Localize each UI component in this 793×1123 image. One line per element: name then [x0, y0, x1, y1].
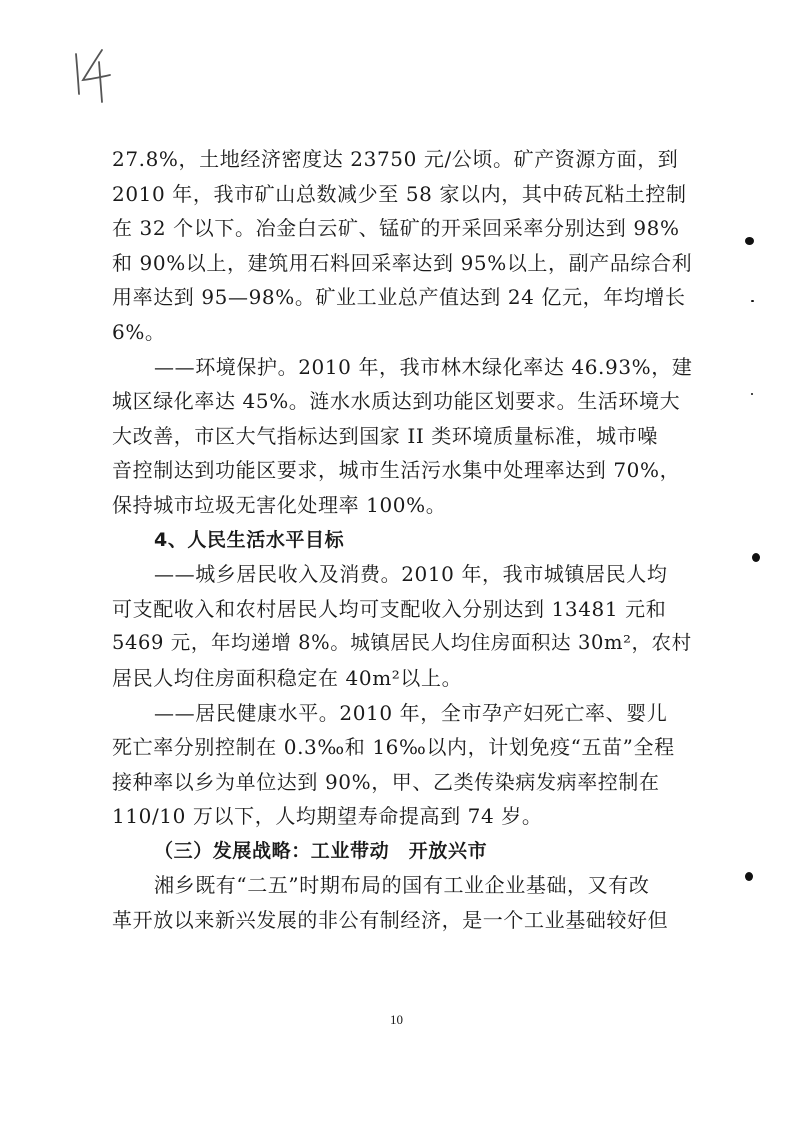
text-line: 27.8%，土地经济密度达 23750 元/公顷。矿产资源方面，到 — [112, 147, 679, 171]
scan-speck — [751, 300, 754, 302]
text-line: 音控制达到功能区要求，城市生活污水集中处理率达到 70%， — [112, 458, 681, 483]
text-line: 用率达到 95—98%。矿业工业总产值达到 24 亿元，年均增长 — [112, 285, 686, 310]
text-line: ——环境保护。2010 年，我市林木绿化率达 46.93%，建 — [154, 354, 693, 379]
text-line: 大改善，市区大气指标达到国家 II 类环境质量标准，城市噪 — [112, 423, 658, 448]
scan-speck — [745, 872, 753, 881]
text-line: 可支配收入和农村居民人均可支配收入分别达到 13481 元和 — [112, 596, 667, 621]
text-line: 110/10 万以下，人均期望寿命提高到 74 岁。 — [112, 804, 543, 829]
scan-speck — [745, 237, 754, 245]
text-line: 死亡率分别控制在 0.3‰和 16‰以内，计划免疫“五苗”全程 — [112, 735, 675, 760]
body-text — [112, 142, 692, 938]
text-line: 5469 元，年均递增 8%。城镇居民人均住房面积达 30m²，农村 — [112, 631, 692, 655]
scan-speck — [751, 393, 753, 395]
text-line: ——居民健康水平。2010 年，全市孕产妇死亡率、婴儿 — [154, 700, 668, 725]
section-heading: 4、人民生活水平目标 — [154, 528, 345, 551]
text-line: 和 90%以上，建筑用石料回采率达到 95%以上，副产品综合利 — [112, 250, 693, 275]
text-line: 居民人均住房面积稳定在 40m²以上。 — [112, 665, 463, 690]
text-line: 2010 年，我市矿山总数减少至 58 家以内，其中砖瓦粘土控制 — [112, 181, 687, 206]
text-line: 湘乡既有“二五”时期布局的国有工业企业基础，又有改 — [154, 873, 650, 898]
scan-speck — [752, 553, 760, 562]
text-line: 6%。 — [112, 319, 166, 344]
page-number: 10 — [390, 1012, 403, 1027]
text-line: 革开放以来新兴发展的非公有制经济，是一个工业基础较好但 — [112, 908, 669, 933]
text-line: 城区绿化率达 45%。涟水水质达到功能区划要求。生活环境大 — [112, 389, 681, 414]
section-heading: （三）发展战略：工业带动 开放兴市 — [154, 839, 488, 862]
text-line: ——城乡居民收入及消费。2010 年，我市城镇居民人均 — [154, 562, 668, 587]
text-line: 保持城市垃圾无害化处理率 100%。 — [112, 492, 447, 517]
text-line: 接种率以乡为单位达到 90%，甲、乙类传染病发病率控制在 — [112, 769, 660, 794]
text-line: 在 32 个以下。冶金白云矿、锰矿的开采回采率分别达到 98% — [112, 216, 680, 241]
handwritten-page-mark — [68, 44, 116, 104]
